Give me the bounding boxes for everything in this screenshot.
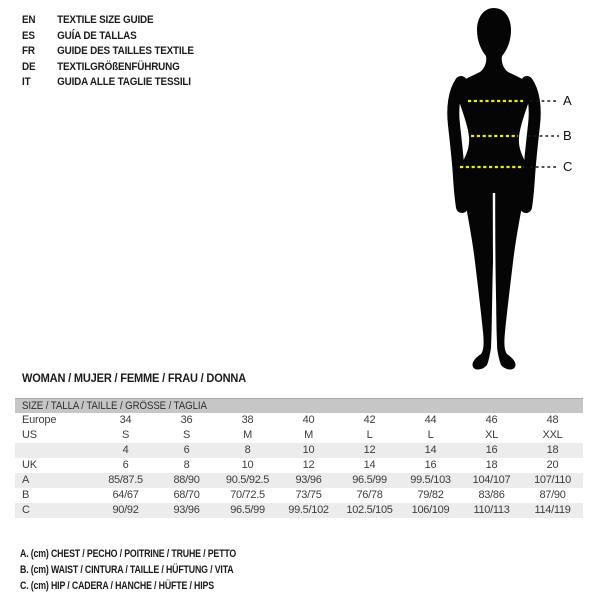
table-cell: 79/82 [417,489,444,501]
table-cell: 110/113 [473,504,510,516]
measurement-legend [20,546,290,594]
language-code: ES [22,29,35,42]
table-row-hip [15,503,583,518]
legend-hip: C. (cm) HIP / CADERA / HANCHE / HÜFTE / HIPS [20,580,214,592]
table-cell: 18 [485,459,498,471]
table-row-waist [15,488,583,503]
table-cell: 6 [183,444,190,456]
table-cell: 93/96 [295,474,322,486]
row-label: B [22,489,30,501]
table-cell: 44 [424,414,437,426]
table-cell: XL [485,429,498,441]
table-cell: 14 [424,444,437,456]
table-cell: 8 [183,459,190,471]
size-table [15,398,583,518]
table-row-us-numeric [15,443,583,458]
table-cell: 48 [546,414,559,426]
woman-silhouette-figure [420,0,600,385]
table-cell: 104/107 [472,474,511,486]
table-cell: 42 [363,414,376,426]
table-cell: 85/87.5 [108,474,143,486]
row-label: A [22,474,30,486]
table-cell: 106/109 [411,504,450,516]
row-label: Europe [22,414,57,426]
row-label: US [22,429,37,441]
table-cell: 34 [119,414,132,426]
table-cell: 38 [241,414,254,426]
language-title: GUÍA DE TALLAS [57,29,137,42]
table-cell: 68/70 [173,489,200,501]
language-code: IT [22,76,31,88]
table-cell: 107/110 [534,474,571,486]
legend-waist: B. (cm) WAIST / CINTURA / TAILLE / HÜFTUNG / VITA [20,564,234,576]
table-cell: 20 [546,459,559,471]
table-row-us [15,428,583,443]
language-title: GUIDE DES TAILLES TEXTILE [57,45,194,57]
table-cell: 12 [363,444,376,456]
table-cell: 96.5/99 [230,504,265,516]
table-row-chest [15,473,583,488]
table-cell: S [121,429,130,441]
table-cell: 18 [546,444,559,456]
language-code: FR [22,45,35,57]
table-cell: 14 [363,459,376,471]
table-cell: 93/96 [173,504,200,516]
table-cell: M [243,429,252,441]
table-cell: 6 [122,459,129,471]
legend-chest: A. (cm) CHEST / PECHO / POITRINE / TRUHE / PETTO [20,548,237,560]
table-row-europe [15,413,583,428]
table-cell: 16 [424,459,437,471]
language-row [22,44,194,60]
language-title: GUIDA ALLE TAGLIE TESSILI [57,76,191,88]
table-header [15,398,583,413]
language-title: TEXTILE SIZE GUIDE [57,14,154,26]
table-cell: S [182,429,191,441]
table-cell: L [366,429,373,441]
table-cell: 83/86 [478,489,505,501]
language-row [22,29,194,45]
table-cell: 12 [302,459,315,471]
row-label: UK [22,459,37,471]
table-cell: 70/72.5 [230,489,265,501]
language-title: TEXTILGRÖßENFÜHRUNG [57,60,180,73]
table-cell: 87/90 [539,489,566,501]
language-row [22,60,194,76]
language-row [22,75,194,91]
table-cell: 96.5/99 [352,474,387,486]
language-row [22,13,194,29]
table-cell: 90.5/92.5 [225,474,270,486]
table-cell: 88/90 [173,474,200,486]
language-title-list [22,13,213,91]
table-cell: 64/67 [112,489,139,501]
table-cell: 40 [302,414,315,426]
row-label: C [22,504,30,516]
table-cell: 99.5/102 [288,504,329,516]
table-cell: M [304,429,313,441]
table-cell: 90/92 [112,504,139,516]
table-header-label: SIZE / TALLA / TAILLE / GRÖSSE / TAGLIA [22,400,207,412]
language-code: DE [22,60,36,73]
marker-label-hip: C [563,159,573,174]
table-cell: 8 [244,444,251,456]
table-cell: 36 [180,414,193,426]
table-cell: 4 [122,444,129,456]
table-cell: 10 [302,444,315,456]
marker-label-chest: A [563,93,572,108]
table-cell: 102.5/105 [346,504,393,516]
table-cell: XXL [542,429,563,441]
row-label [15,443,95,458]
table-row-uk [15,458,583,473]
table-cell: 99.5/103 [410,474,451,486]
table-cell: 76/78 [356,489,383,501]
table-cell: 16 [485,444,498,456]
table-cell: 10 [241,459,254,471]
table-cell: L [427,429,434,441]
section-title: WOMAN / MUJER / FEMME / FRAU / DONNA [22,371,246,385]
language-code: EN [22,14,36,26]
table-cell: 114/119 [534,504,571,516]
table-cell: 73/75 [295,489,322,501]
table-cell: 46 [485,414,498,426]
marker-label-waist: B [563,128,572,143]
